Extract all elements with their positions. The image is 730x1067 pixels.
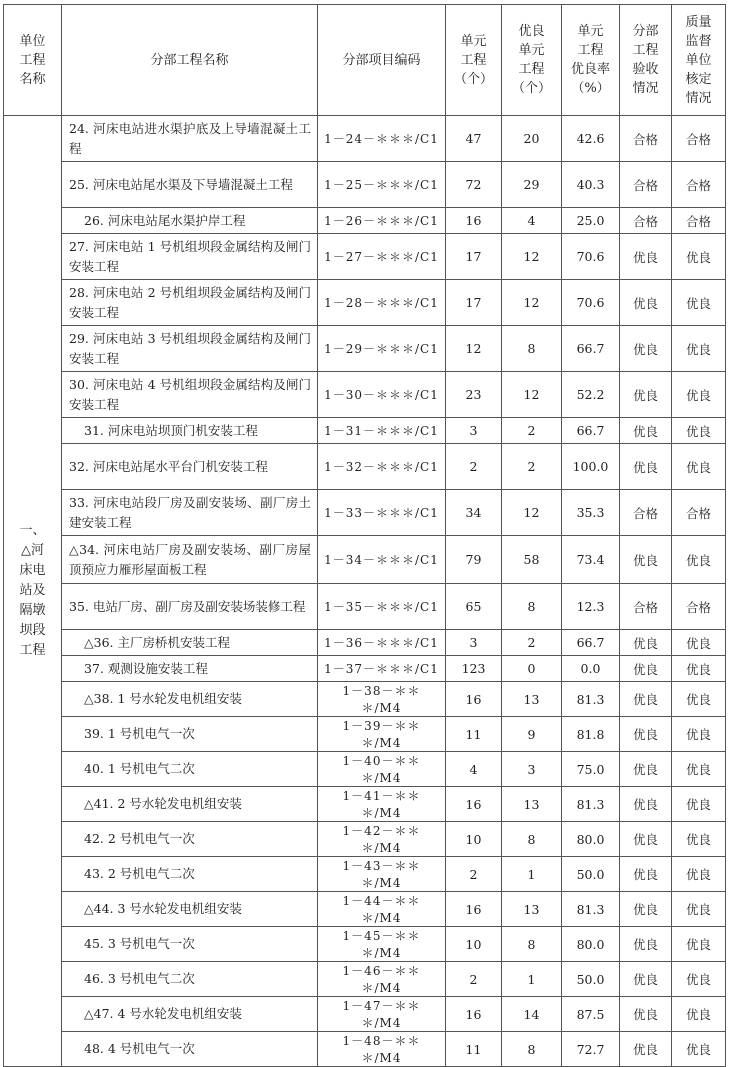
- excellent-count-cell: 12: [502, 372, 562, 418]
- units-count-cell: 3: [446, 418, 502, 444]
- acceptance-cell: 优良: [620, 752, 672, 787]
- excellent-rate-cell: 81.3: [562, 682, 620, 717]
- table-row: [4, 892, 726, 927]
- excellent-count-cell: 12: [502, 234, 562, 280]
- table-row: [4, 326, 726, 372]
- part-code-cell: 1－29－＊＊＊/C1: [318, 326, 446, 372]
- acceptance-cell: 优良: [620, 234, 672, 280]
- excellent-rate-cell: 70.6: [562, 234, 620, 280]
- part-name-cell: 32. 河床电站尾水平台门机安装工程: [62, 444, 318, 490]
- header-supervision: 质量 监督 单位 核定 情况: [672, 5, 726, 116]
- part-name-cell: △36. 主厂房桥机安装工程: [62, 630, 318, 656]
- supervision-cell: 优良: [672, 656, 726, 682]
- units-count-cell: 2: [446, 962, 502, 997]
- unit-name-line: 一、: [19, 523, 46, 538]
- supervision-cell: 优良: [672, 962, 726, 997]
- part-code-cell: 1－31－＊＊＊/C1: [318, 418, 446, 444]
- table-row: [4, 116, 726, 162]
- supervision-cell: 合格: [672, 208, 726, 234]
- supervision-cell: 优良: [672, 372, 726, 418]
- units-count-cell: 11: [446, 717, 502, 752]
- acceptance-cell: 合格: [620, 162, 672, 208]
- excellent-count-cell: 14: [502, 997, 562, 1032]
- supervision-cell: 优良: [672, 234, 726, 280]
- table-row: [4, 208, 726, 234]
- supervision-cell: 合格: [672, 584, 726, 630]
- part-name-cell: 27. 河床电站 1 号机组坝段金属结构及闸门安装工程: [62, 234, 318, 280]
- units-count-cell: 65: [446, 584, 502, 630]
- header-row: [4, 5, 726, 116]
- units-count-cell: 123: [446, 656, 502, 682]
- units-count-cell: 16: [446, 997, 502, 1032]
- table-row: [4, 372, 726, 418]
- supervision-cell: 优良: [672, 682, 726, 717]
- part-name-cell: 37. 观测设施安装工程: [62, 656, 318, 682]
- excellent-count-cell: 8: [502, 584, 562, 630]
- part-code-cell: 1－26－＊＊＊/C1: [318, 208, 446, 234]
- part-name-cell: 24. 河床电站进水渠护底及上导墙混凝土工程: [62, 116, 318, 162]
- part-name-cell: △44. 3 号水轮发电机组安装: [62, 892, 318, 927]
- part-code-cell: 1－47－＊＊＊/M4: [318, 997, 446, 1032]
- excellent-rate-cell: 42.6: [562, 116, 620, 162]
- table-row: [4, 490, 726, 536]
- part-name-cell: △34. 河床电站厂房及副安装场、副厂房屋顶预应力雁形屋面板工程: [62, 536, 318, 584]
- excellent-rate-cell: 66.7: [562, 326, 620, 372]
- part-code-cell: 1－44－＊＊＊/M4: [318, 892, 446, 927]
- part-name-cell: 43. 2 号机电气二次: [62, 857, 318, 892]
- excellent-rate-cell: 35.3: [562, 490, 620, 536]
- excellent-count-cell: 12: [502, 490, 562, 536]
- excellent-count-cell: 12: [502, 280, 562, 326]
- part-code-cell: 1－41－＊＊＊/M4: [318, 787, 446, 822]
- excellent-rate-cell: 50.0: [562, 962, 620, 997]
- part-name-cell: △41. 2 号水轮发电机组安装: [62, 787, 318, 822]
- table-row: [4, 927, 726, 962]
- unit-name-line: 床电: [19, 563, 46, 578]
- units-count-cell: 11: [446, 1032, 502, 1067]
- units-count-cell: 17: [446, 234, 502, 280]
- units-count-cell: 23: [446, 372, 502, 418]
- excellent-rate-cell: 72.7: [562, 1032, 620, 1067]
- excellent-count-cell: 20: [502, 116, 562, 162]
- part-code-cell: 1－38－＊＊＊/M4: [318, 682, 446, 717]
- header-units-count: 单元 工程 （个）: [446, 5, 502, 116]
- excellent-count-cell: 8: [502, 822, 562, 857]
- supervision-cell: 合格: [672, 162, 726, 208]
- part-name-cell: 45. 3 号机电气一次: [62, 927, 318, 962]
- acceptance-cell: 优良: [620, 444, 672, 490]
- excellent-count-cell: 1: [502, 857, 562, 892]
- units-count-cell: 72: [446, 162, 502, 208]
- excellent-rate-cell: 66.7: [562, 630, 620, 656]
- part-code-cell: 1－48－＊＊＊/M4: [318, 1032, 446, 1067]
- acceptance-cell: 优良: [620, 326, 672, 372]
- acceptance-cell: 优良: [620, 536, 672, 584]
- table-row: [4, 857, 726, 892]
- part-name-cell: 28. 河床电站 2 号机组坝段金属结构及闸门安装工程: [62, 280, 318, 326]
- part-code-cell: 1－45－＊＊＊/M4: [318, 927, 446, 962]
- table-row: [4, 787, 726, 822]
- unit-name-line: 站及: [19, 583, 46, 598]
- part-name-cell: 39. 1 号机电气一次: [62, 717, 318, 752]
- units-count-cell: 10: [446, 927, 502, 962]
- part-code-cell: 1－33－＊＊＊/C1: [318, 490, 446, 536]
- excellent-count-cell: 29: [502, 162, 562, 208]
- supervision-cell: 优良: [672, 892, 726, 927]
- header-acceptance: 分部 工程 验收 情况: [620, 5, 672, 116]
- header-excellent-rate: 单元 工程 优良率 （%）: [562, 5, 620, 116]
- quality-assessment-table: [3, 4, 726, 1067]
- acceptance-cell: 合格: [620, 584, 672, 630]
- table-row: [4, 418, 726, 444]
- excellent-count-cell: 2: [502, 418, 562, 444]
- acceptance-cell: 优良: [620, 962, 672, 997]
- part-code-cell: 1－39－＊＊＊/M4: [318, 717, 446, 752]
- part-code-cell: 1－42－＊＊＊/M4: [318, 822, 446, 857]
- part-code-cell: 1－36－＊＊＊/C1: [318, 630, 446, 656]
- supervision-cell: 优良: [672, 280, 726, 326]
- units-count-cell: 4: [446, 752, 502, 787]
- excellent-rate-cell: 0.0: [562, 656, 620, 682]
- part-name-cell: △47. 4 号水轮发电机组安装: [62, 997, 318, 1032]
- excellent-rate-cell: 81.3: [562, 892, 620, 927]
- header-part-code: 分部项目编码: [318, 5, 446, 116]
- part-code-cell: 1－40－＊＊＊/M4: [318, 752, 446, 787]
- part-name-cell: 31. 河床电站坝顶门机安装工程: [62, 418, 318, 444]
- supervision-cell: 优良: [672, 927, 726, 962]
- excellent-rate-cell: 66.7: [562, 418, 620, 444]
- supervision-cell: 优良: [672, 717, 726, 752]
- excellent-count-cell: 13: [502, 682, 562, 717]
- supervision-cell: 优良: [672, 1032, 726, 1067]
- units-count-cell: 10: [446, 822, 502, 857]
- excellent-rate-cell: 52.2: [562, 372, 620, 418]
- part-code-cell: 1－24－＊＊＊/C1: [318, 116, 446, 162]
- acceptance-cell: 优良: [620, 418, 672, 444]
- acceptance-cell: 合格: [620, 490, 672, 536]
- supervision-cell: 合格: [672, 490, 726, 536]
- unit-name-line: 隔墩: [19, 603, 46, 618]
- supervision-cell: 优良: [672, 418, 726, 444]
- part-code-cell: 1－25－＊＊＊/C1: [318, 162, 446, 208]
- excellent-rate-cell: 81.8: [562, 717, 620, 752]
- unit-name-line: 工程: [19, 643, 46, 658]
- table-row: [4, 1032, 726, 1067]
- acceptance-cell: 优良: [620, 997, 672, 1032]
- units-count-cell: 2: [446, 444, 502, 490]
- supervision-cell: 优良: [672, 752, 726, 787]
- supervision-cell: 优良: [672, 857, 726, 892]
- part-name-cell: 48. 4 号机电气一次: [62, 1032, 318, 1067]
- part-name-cell: 25. 河床电站尾水渠及下导墙混凝土工程: [62, 162, 318, 208]
- part-name-cell: 26. 河床电站尾水渠护岸工程: [62, 208, 318, 234]
- part-name-cell: △38. 1 号水轮发电机组安装: [62, 682, 318, 717]
- part-name-cell: 29. 河床电站 3 号机组坝段金属结构及闸门安装工程: [62, 326, 318, 372]
- part-code-cell: 1－43－＊＊＊/M4: [318, 857, 446, 892]
- part-code-cell: 1－28－＊＊＊/C1: [318, 280, 446, 326]
- table-row: [4, 752, 726, 787]
- part-name-cell: 33. 河床电站段厂房及副安装场、副厂房土建安装工程: [62, 490, 318, 536]
- table-row: [4, 682, 726, 717]
- table-row: [4, 536, 726, 584]
- units-count-cell: 3: [446, 630, 502, 656]
- units-count-cell: 16: [446, 208, 502, 234]
- acceptance-cell: 优良: [620, 656, 672, 682]
- table-row: [4, 822, 726, 857]
- unit-name-line: 坝段: [19, 623, 46, 638]
- excellent-count-cell: 3: [502, 752, 562, 787]
- acceptance-cell: 优良: [620, 280, 672, 326]
- excellent-rate-cell: 70.6: [562, 280, 620, 326]
- excellent-count-cell: 8: [502, 1032, 562, 1067]
- excellent-count-cell: 2: [502, 630, 562, 656]
- table-row: [4, 997, 726, 1032]
- excellent-count-cell: 8: [502, 326, 562, 372]
- units-count-cell: 16: [446, 682, 502, 717]
- supervision-cell: 优良: [672, 444, 726, 490]
- part-name-cell: 30. 河床电站 4 号机组坝段金属结构及闸门安装工程: [62, 372, 318, 418]
- excellent-count-cell: 8: [502, 927, 562, 962]
- units-count-cell: 79: [446, 536, 502, 584]
- part-code-cell: 1－35－＊＊＊/C1: [318, 584, 446, 630]
- acceptance-cell: 优良: [620, 857, 672, 892]
- supervision-cell: 优良: [672, 536, 726, 584]
- acceptance-cell: 优良: [620, 717, 672, 752]
- part-code-cell: 1－30－＊＊＊/C1: [318, 372, 446, 418]
- part-name-cell: 35. 电站厂房、副厂房及副安装场装修工程: [62, 584, 318, 630]
- excellent-rate-cell: 50.0: [562, 857, 620, 892]
- excellent-count-cell: 4: [502, 208, 562, 234]
- supervision-cell: 优良: [672, 787, 726, 822]
- part-name-cell: 40. 1 号机电气二次: [62, 752, 318, 787]
- acceptance-cell: 合格: [620, 208, 672, 234]
- units-count-cell: 2: [446, 857, 502, 892]
- excellent-count-cell: 13: [502, 787, 562, 822]
- supervision-cell: 优良: [672, 326, 726, 372]
- units-count-cell: 12: [446, 326, 502, 372]
- part-code-cell: 1－37－＊＊＊/C1: [318, 656, 446, 682]
- acceptance-cell: 优良: [620, 682, 672, 717]
- unit-name-line: △河: [21, 543, 44, 558]
- units-count-cell: 34: [446, 490, 502, 536]
- excellent-rate-cell: 80.0: [562, 927, 620, 962]
- excellent-rate-cell: 73.4: [562, 536, 620, 584]
- header-part-name: 分部工程名称: [62, 5, 318, 116]
- excellent-rate-cell: 75.0: [562, 752, 620, 787]
- acceptance-cell: 合格: [620, 116, 672, 162]
- excellent-rate-cell: 25.0: [562, 208, 620, 234]
- excellent-rate-cell: 80.0: [562, 822, 620, 857]
- units-count-cell: 17: [446, 280, 502, 326]
- excellent-rate-cell: 81.3: [562, 787, 620, 822]
- part-code-cell: 1－32－＊＊＊/C1: [318, 444, 446, 490]
- unit-project-name: [4, 116, 62, 1067]
- table-row: [4, 162, 726, 208]
- acceptance-cell: 优良: [620, 372, 672, 418]
- table-row: [4, 630, 726, 656]
- acceptance-cell: 优良: [620, 787, 672, 822]
- supervision-cell: 优良: [672, 997, 726, 1032]
- acceptance-cell: 优良: [620, 630, 672, 656]
- excellent-count-cell: 58: [502, 536, 562, 584]
- part-code-cell: 1－46－＊＊＊/M4: [318, 962, 446, 997]
- acceptance-cell: 优良: [620, 1032, 672, 1067]
- part-code-cell: 1－27－＊＊＊/C1: [318, 234, 446, 280]
- acceptance-cell: 优良: [620, 822, 672, 857]
- excellent-rate-cell: 100.0: [562, 444, 620, 490]
- table-row: [4, 234, 726, 280]
- units-count-cell: 16: [446, 892, 502, 927]
- excellent-rate-cell: 12.3: [562, 584, 620, 630]
- units-count-cell: 47: [446, 116, 502, 162]
- header-unit-name: 单位 工程 名称: [4, 5, 62, 116]
- table-row: [4, 280, 726, 326]
- excellent-count-cell: 2: [502, 444, 562, 490]
- excellent-count-cell: 9: [502, 717, 562, 752]
- supervision-cell: 优良: [672, 630, 726, 656]
- supervision-cell: 合格: [672, 116, 726, 162]
- part-name-cell: 42. 2 号机电气一次: [62, 822, 318, 857]
- table-row: [4, 444, 726, 490]
- table-row: [4, 717, 726, 752]
- table-row: [4, 584, 726, 630]
- excellent-count-cell: 0: [502, 656, 562, 682]
- excellent-rate-cell: 87.5: [562, 997, 620, 1032]
- excellent-count-cell: 13: [502, 892, 562, 927]
- table-row: [4, 962, 726, 997]
- excellent-rate-cell: 40.3: [562, 162, 620, 208]
- acceptance-cell: 优良: [620, 892, 672, 927]
- supervision-cell: 优良: [672, 822, 726, 857]
- table-row: [4, 656, 726, 682]
- header-excellent-count: 优良 单元 工程 （个）: [502, 5, 562, 116]
- excellent-count-cell: 1: [502, 962, 562, 997]
- units-count-cell: 16: [446, 787, 502, 822]
- acceptance-cell: 优良: [620, 927, 672, 962]
- part-name-cell: 46. 3 号机电气二次: [62, 962, 318, 997]
- part-code-cell: 1－34－＊＊＊/C1: [318, 536, 446, 584]
